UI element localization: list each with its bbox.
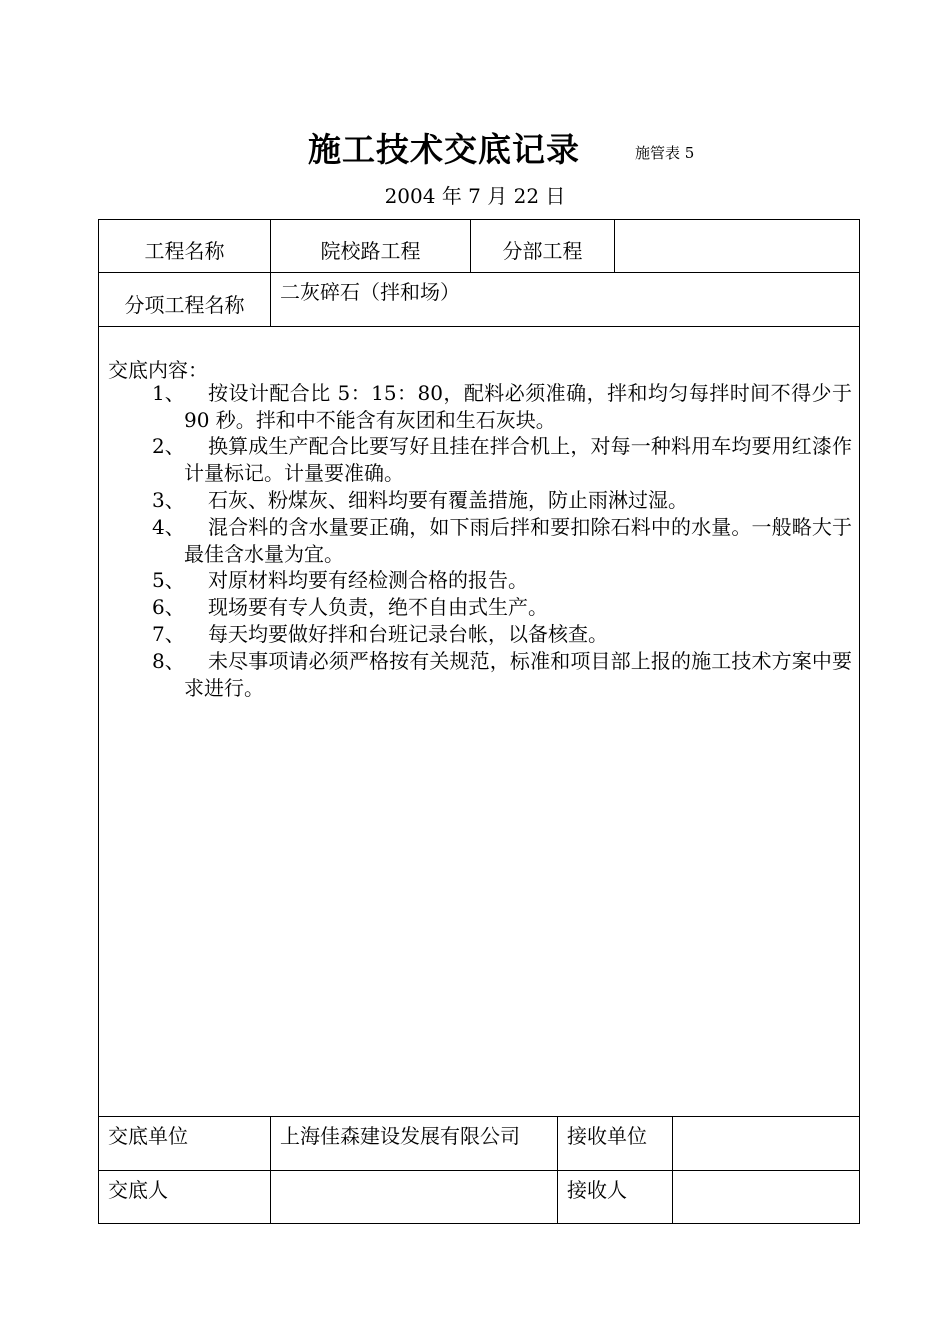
column-divider: [270, 1116, 271, 1224]
item-text: 每天均要做好拌和台班记录台帐，以备核查。: [208, 622, 608, 646]
receiver-label: 接收人: [567, 1178, 627, 1202]
item-number: 3、: [152, 488, 185, 512]
list-item: [152, 380, 852, 434]
column-divider: [557, 1116, 558, 1224]
list-item: [152, 433, 852, 487]
item-text: 现场要有专人负责，绝不自由式生产。: [208, 595, 548, 619]
item-text: 石灰、粉煤灰、细料均要有覆盖措施，防止雨淋过湿。: [208, 488, 688, 512]
list-item: [152, 648, 852, 702]
project-name-label: 工程名称: [144, 239, 225, 263]
item-number: 5、: [152, 568, 185, 592]
item-text: 按设计配合比 5：15：80，配料必须准确，拌和均匀每拌时间不得少于 90 秒。拌和中不能含有灰团和生石灰块。: [184, 381, 852, 432]
list-item: [152, 487, 852, 514]
handover-person-label: 交底人: [108, 1178, 168, 1202]
list-item: [152, 514, 852, 568]
list-item: [152, 594, 852, 621]
item-number: 4、: [152, 515, 185, 539]
subitem-label: 分项工程名称: [124, 293, 245, 317]
item-number: 2、: [152, 434, 185, 458]
list-item: [152, 621, 852, 648]
content-label: 交底内容：: [108, 358, 208, 382]
project-name-value: 院校路工程: [320, 239, 421, 263]
row-divider: [98, 326, 860, 327]
item-text: 未尽事项请必须严格按有关规范，标准和项目部上报的施工技术方案中要求进行。: [184, 649, 852, 700]
handover-unit-value: 上海佳森建设发展有限公司: [280, 1124, 520, 1148]
item-text: 对原材料均要有经检测合格的报告。: [208, 568, 528, 592]
column-divider: [672, 1116, 673, 1224]
row-divider: [98, 272, 860, 273]
document-date: 2004 年 7 月 22 日: [384, 184, 566, 208]
item-text: 混合料的含水量要正确，如下雨后拌和要扣除石料中的水量。一般略大于最佳含水量为宜。: [184, 515, 852, 566]
row-divider: [98, 1116, 860, 1117]
document-title: 施工技术交底记录: [308, 130, 580, 169]
handover-unit-label: 交底单位: [108, 1124, 188, 1148]
form-code: 施管表 5: [635, 144, 695, 162]
row-divider: [98, 1170, 860, 1171]
item-number: 8、: [152, 649, 185, 673]
receive-unit-label: 接收单位: [567, 1124, 647, 1148]
item-text: 换算成生产配合比要写好且挂在拌合机上，对每一种料用车均要用红漆作计量标记。计量要准确。: [184, 434, 852, 485]
list-item: [152, 567, 852, 594]
division-label: 分部工程: [502, 239, 583, 263]
record-table: [98, 219, 860, 1224]
subitem-value: 二灰碎石（拌和场）: [280, 280, 460, 304]
column-divider: [614, 219, 615, 272]
item-number: 7、: [152, 622, 185, 646]
item-number: 6、: [152, 595, 185, 619]
item-number: 1、: [152, 381, 185, 405]
